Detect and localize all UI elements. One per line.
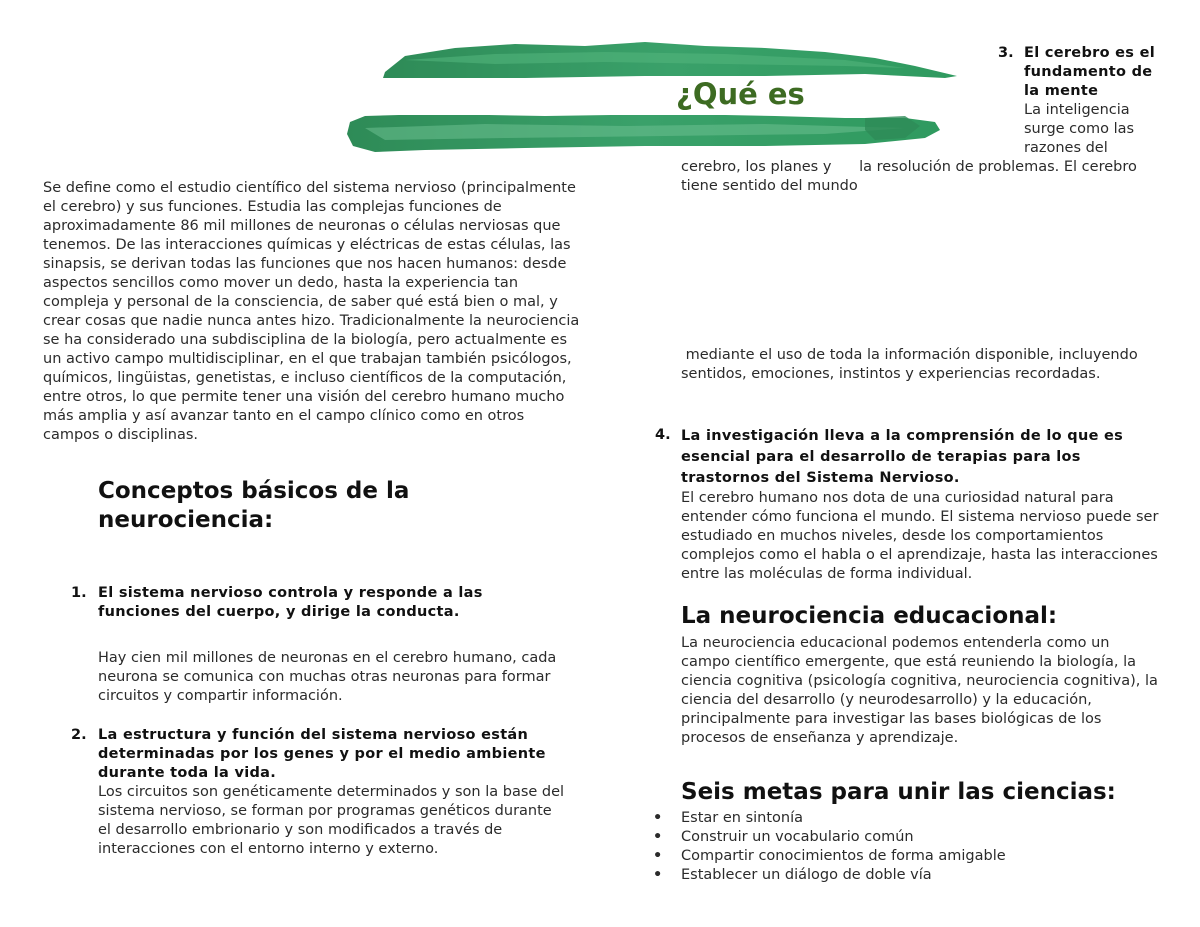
bullet-icon: • (653, 810, 663, 826)
item-1-number: 1. (71, 585, 87, 601)
item-1-body: Hay cien mil millones de neuronas en el cerebro humano, cada neurona se comunica con muchas otras neuronas para formar circuitos y compartir información. (98, 650, 557, 704)
list-item: • Estar en sintonía (653, 810, 804, 826)
item-3-body-c: mediante el uso de toda la información disponible, incluyendo sentidos, emociones, instintos y experiencias recordadas. (681, 347, 1143, 382)
item-2-title: La estructura y función del sistema nervioso están determinadas por los genes y por el medio ambiente durante toda la vida. (98, 727, 546, 781)
item-1-title: El sistema nervioso controla y responde a las funciones del cuerpo, y dirige la conducta. (98, 585, 483, 620)
list-item: • Establecer un diálogo de doble vía (653, 867, 932, 883)
item-2-body: Los circuitos son genéticamente determinados y son la base del sistema nervioso, se forman por programas genéticos durante el desarrollo embrionario y son modificados a través de interacciones con el entorno interno y externo. (98, 784, 565, 857)
bullet-icon: • (653, 829, 663, 845)
intro-paragraph: Se define como el estudio científico del sistema nervioso (principalmente el cerebro) y sus funciones. Estudia las complejas funciones de aproximadamente 86 mil millones de neuronas o células nerviosas que tenemos. De las interacciones químicas y eléctricas de estas células, las sinapsis, se derivan todas las funciones que nos hacen humanos: desde aspectos sencillos como mover un dedo, hasta la experiencia tan compleja y personal de la consciencia, de saber qué está bien o mal, y crear cosas que nadie nunca antes hizo. Tradicionalmente la neurociencia se ha considerado una subdisciplina de la biología, pero actualmente es un activo campo multidisciplinar, en el que trabajan también psicólogos, químicos, lingüistas, genetistas, e incluso científicos de la computación, entre otros, lo que permite tener una visión del cerebro humano mucho más amplia y así avanzar tanto en el campo clínico como en otros campos o disciplinas. (43, 180, 580, 443)
item-3-title: El cerebro es el fundamento de la mente (1024, 45, 1155, 99)
item-2-number: 2. (71, 727, 87, 743)
bullet-icon: • (653, 867, 663, 883)
banner-title: ¿Qué es (676, 77, 805, 111)
item-3-body-a: La inteligencia surge como las razones del (1024, 102, 1135, 156)
goals-heading: Seis metas para unir las ciencias: (681, 779, 1116, 805)
banner-brush-stroke (345, 38, 957, 158)
educational-heading: La neurociencia educacional: (681, 603, 1058, 629)
item-4-number: 4. (655, 427, 671, 443)
bullet-icon: • (653, 848, 663, 864)
concepts-heading: Conceptos básicos de la neurociencia: (98, 478, 410, 533)
item-4-title: La investigación lleva a la comprensión de lo que es esencial para el desarrollo de terapias para los trastornos del Sistema Nervioso. (681, 428, 1124, 486)
list-item: • Compartir conocimientos de forma amigable (653, 848, 1006, 864)
goals-list (653, 809, 1161, 885)
educational-body: La neurociencia educacional podemos entenderla como un campo científico emergente, que está reuniendo la biología, la ciencia cognitiva (psicología cognitiva, neurociencia cognitiva), la ciencia del desarrollo (y neurodesarrollo) y la educación, principalmente para investigar las bases biológicas de los procesos de enseñanza y aprendizaje. (681, 635, 1158, 746)
item-3-body-b: cerebro, los planes y la resolución de problemas. El cerebro tiene sentido del mundo (681, 159, 1142, 194)
item-4-body: El cerebro humano nos dota de una curiosidad natural para entender cómo funciona el mundo. El sistema nervioso puede ser estudiado en muchos niveles, desde los comportamientos complejos como el habla o el aprendizaje, hasta las interacciones entre las moléculas de forma individual. (681, 490, 1159, 582)
item-3-number: 3. (998, 45, 1014, 61)
list-item: • Construir un vocabulario común (653, 829, 914, 845)
